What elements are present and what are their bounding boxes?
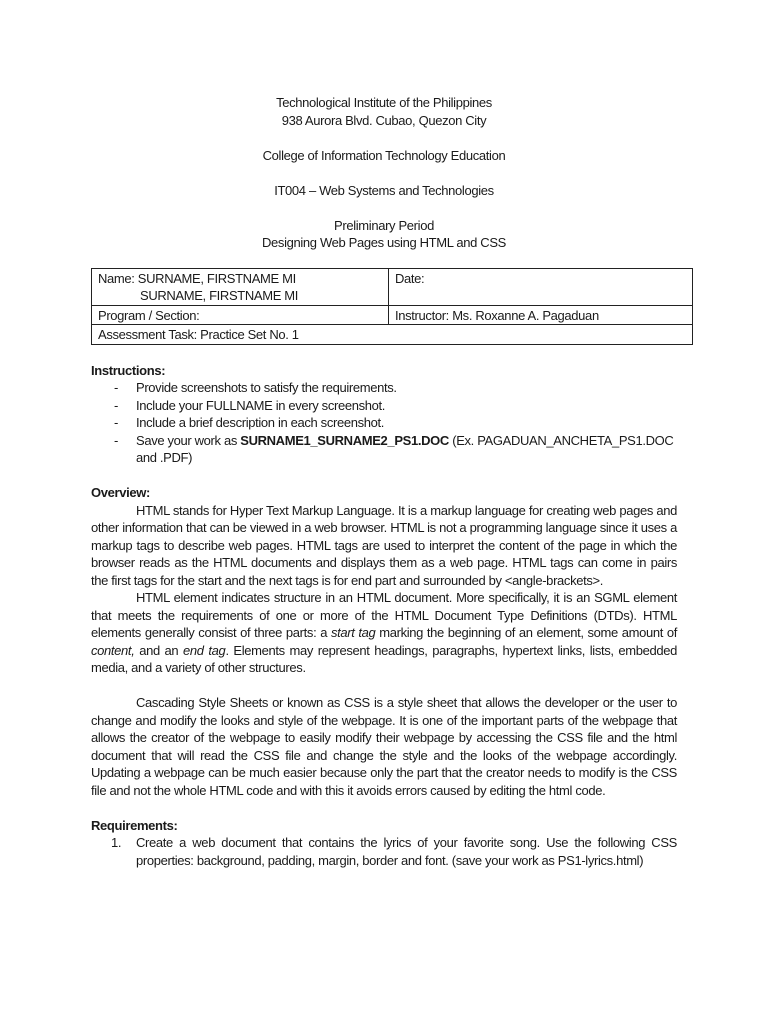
instructor-cell	[389, 305, 693, 325]
requirements-list	[91, 834, 677, 869]
date-label: Date:	[395, 270, 425, 286]
emphasis-start-tag: start tag	[330, 625, 376, 640]
requirement-text: Create a web document that contains the lyrics of your favorite song. Use the following CSS properties: background, padding, margin, border and font. (save your work as PS1-lyrics.html)	[136, 835, 677, 868]
instruction-text: Include a brief description in each screenshot.	[136, 415, 385, 430]
instructor-label: Instructor: Ms. Roxanne A. Pagaduan	[395, 307, 599, 323]
document-page	[91, 94, 677, 869]
dash-marker: -	[114, 397, 118, 413]
list-item	[91, 432, 677, 467]
college-name: College of Information Technology Education	[262, 147, 506, 163]
item-number: 1.	[111, 835, 122, 850]
table-row	[92, 305, 693, 325]
emphasis-end-tag: end tag	[183, 642, 226, 658]
assessment-cell	[92, 325, 693, 345]
text-span: . Elements may represent headings, paragraphs, hypertext links, lists, embedded media, and a variety of other structures.	[91, 642, 677, 675]
text-span: HTML element indicates structure in an HTML document. More specifically, it is an SGML element that meets the requirements of one or more of the HTML Document Type Definitions (DTDs). HTML elements generally consist of three parts: a	[91, 590, 677, 640]
assessment-label: Assessment Task: Practice Set No. 1	[98, 327, 299, 342]
name-label: Name: SURNAME, FIRSTNAME MI	[98, 270, 296, 286]
table-row	[92, 325, 693, 345]
dash-marker: -	[114, 432, 118, 448]
instructions-list	[91, 379, 677, 467]
program-label: Program / Section:	[98, 307, 200, 323]
document-header	[91, 94, 677, 252]
name-cell	[92, 268, 389, 305]
overview-paragraph-1: HTML stands for Hyper Text Markup Language. It is a markup language for creating web pages and other information that can be viewed in a web browser. HTML is not a programming language since it uses a markup tags to describe web pages. HTML tags are used to interpret the content of the page in which the browser reads as the HTML documents and displays them as a web page. HTML tags can come in pairs the first tags for the start and the next tags is for end part and surrounded by <angle-brackets>.	[91, 502, 677, 588]
list-item	[91, 379, 677, 397]
instructions-title: Instructions:	[91, 362, 166, 378]
list-item	[91, 834, 677, 869]
emphasis-content: content,	[91, 642, 135, 658]
date-cell	[389, 268, 693, 305]
list-item	[91, 414, 677, 432]
name-second: SURNAME, FIRSTNAME MI	[140, 288, 299, 303]
text-span: and an	[134, 642, 184, 658]
filename-format: SURNAME1_SURNAME2_PS1.DOC	[240, 432, 449, 448]
instruction-text-suffix: (Ex. PAGADUAN_ANCHETA_PS1.DOC and .PDF)	[136, 432, 674, 465]
instruction-text: Provide screenshots to satisfy the requirements.	[136, 380, 397, 395]
topic-title: Designing Web Pages using HTML and CSS	[262, 235, 506, 250]
text-span: marking the beginning of an element, some amount of	[375, 625, 677, 640]
overview-paragraph-3: Cascading Style Sheets or known as CSS is a style sheet that allows the developer or the user to change and modify the looks and style of the webpage. It is one of the important parts of the webpage that allows the creator of the webpage to easily modify their webpage by accessing the CSS file and the html document that will read the CSS file and change the style and the looks of the webpage accordingly. Updating a webpage can be much easier because only the part that the creator needs to modify is the CSS file and not the whole HTML code and with this it avoids errors caused by editing the html code.	[91, 695, 677, 798]
dash-marker: -	[114, 415, 118, 430]
institution-address: 938 Aurora Blvd. Cubao, Quezon City	[281, 112, 487, 128]
overview-paragraph-2	[91, 589, 677, 677]
course-title: IT004 – Web Systems and Technologies	[274, 182, 494, 198]
requirements-title: Requirements:	[91, 817, 178, 833]
period-title: Preliminary Period	[334, 217, 434, 233]
list-item	[91, 397, 677, 415]
instruction-text-prefix: Save your work as	[136, 432, 241, 448]
overview-title: Overview:	[91, 485, 150, 500]
instruction-text: Include your FULLNAME in every screenshot.	[136, 397, 386, 413]
institution-name: Technological Institute of the Philippines	[276, 95, 492, 110]
info-table	[91, 268, 693, 345]
program-cell	[92, 305, 389, 325]
table-row	[92, 268, 693, 305]
dash-marker: -	[114, 380, 118, 395]
